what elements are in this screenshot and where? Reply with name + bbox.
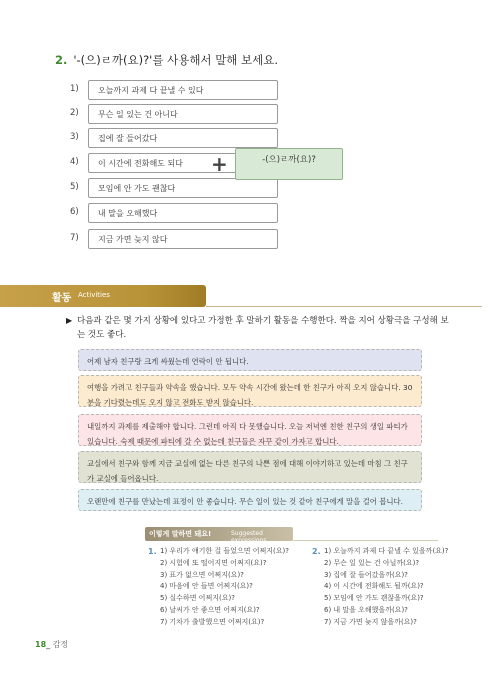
- activities-label: 활동: [52, 293, 72, 304]
- list-item: [70, 178, 220, 198]
- list-item: [70, 128, 220, 148]
- expression-line: 5) 모임에 안 가도 괜찮을까(요)?: [324, 594, 424, 603]
- item-number: 5): [70, 182, 79, 192]
- item-number: 7): [70, 233, 79, 243]
- footer-separator: _: [46, 640, 53, 649]
- list-item: [70, 80, 220, 100]
- item-box: 집에 잘 들어갔다: [88, 128, 278, 148]
- item-number: 2): [70, 108, 79, 118]
- item-box: 지금 가면 늦지 않다: [88, 229, 278, 249]
- suggested-label: 이렇게 말하면 돼요!: [149, 530, 212, 538]
- item-box: 무슨 일 있는 건 아니다: [88, 104, 278, 124]
- scenario-box: 교실에서 친구와 함께 지금 교실에 없는 다른 친구의 나쁜 점에 대해 이야기하고 있는데 마침 그 친구가 교실에 들어옵니다.: [78, 451, 422, 483]
- expression-line: 3) 집에 잘 들어갔을까(요)?: [324, 570, 408, 579]
- pattern-box: -(으)ㄹ까(요)?: [235, 148, 343, 180]
- triangle-bullet-icon: ▶: [66, 316, 73, 325]
- list-item: [70, 203, 220, 223]
- item-box: 모임에 안 가도 괜찮다: [88, 178, 278, 198]
- expression-line: 2) 시험에 또 떨어지면 어쩌지(요)?: [160, 558, 267, 567]
- suggested-column-1: [148, 546, 289, 629]
- item-number: 6): [70, 207, 79, 217]
- page-number: 18: [35, 640, 47, 649]
- scenario-box: 어제 남자 친구랑 크게 싸웠는데 연락이 안 됩니다.: [78, 349, 422, 371]
- activities-label-en: Activities: [78, 291, 110, 299]
- plus-sign: +: [211, 152, 228, 176]
- suggested-label-en: Suggested expressions: [231, 530, 267, 544]
- suggested-column-2: [312, 546, 448, 629]
- expression-line: 1) 오늘까지 과제 다 끝낼 수 있을까(요)?: [324, 547, 449, 555]
- scenario-box: 여행을 가려고 친구들과 약속을 했습니다. 모두 약속 시간에 왔는데 한 친구가 아직 오지 않습니다. 30분을 기다렸는데도 오지 않고 전화도 받지 않습니다.: [78, 375, 422, 407]
- expression-line: 2) 무슨 일 있는 건 아닐까(요)?: [324, 558, 420, 567]
- expression-line: 3) 표가 없으면 어쩌지(요)?: [160, 570, 244, 579]
- expression-line: 4) 마음에 안 들면 어쩌지(요)?: [160, 582, 253, 591]
- instruction: [66, 314, 450, 342]
- expression-line: 7) 기차가 출발했으면 어쩌지(요)?: [160, 617, 265, 626]
- item-box: 내 말을 오해했다: [88, 203, 278, 223]
- divider: [206, 306, 482, 307]
- item-box: 오늘까지 과제 다 끝낼 수 있다: [88, 80, 278, 100]
- list-item: [70, 104, 220, 124]
- list-item: [70, 153, 220, 173]
- item-number: 4): [70, 157, 79, 167]
- suggested-expressions-header: [145, 527, 293, 544]
- chapter-title: 감정: [52, 640, 69, 649]
- expression-line: 6) 내 말을 오해했을까(요)?: [324, 605, 408, 614]
- question-text: '-(으)ㄹ까(요)?'를 사용해서 말해 보세요.: [73, 53, 279, 67]
- expression-line: 4) 이 시간에 전화해도 될까(요)?: [324, 582, 424, 591]
- scenario-box: 오랜만에 친구를 만났는데 표정이 안 좋습니다. 무슨 일이 있는 것 같아 친구에게 말을 걸어 봅니다.: [78, 489, 422, 511]
- item-box: 이 시간에 전화해도 되다: [88, 153, 278, 173]
- column-number: 2.: [312, 547, 321, 556]
- question-heading: [55, 52, 278, 68]
- activities-banner: [0, 285, 206, 307]
- expression-line: 6) 날씨가 안 좋으면 어쩌지(요)?: [160, 605, 260, 614]
- divider: [293, 540, 438, 541]
- instruction-text: 다음과 같은 몇 가지 상황에 있다고 가정한 후 말하기 활동을 수행한다. 짝을 지어 상황극을 구성해 보는 것도 좋다.: [77, 316, 449, 340]
- expression-line: 5) 실수하면 어쩌지(요)?: [160, 594, 235, 603]
- list-item: [70, 229, 220, 249]
- item-number: 1): [70, 84, 79, 94]
- item-number: 3): [70, 132, 79, 142]
- expression-line: 1) 우리가 얘기한 걸 들었으면 어쩌지(요)?: [160, 547, 289, 555]
- expression-line: 7) 지금 가면 늦지 않을까(요)?: [324, 617, 417, 626]
- page-footer: [35, 639, 68, 650]
- column-number: 1.: [148, 547, 157, 556]
- scenario-box: 내일까지 과제를 제출해야 합니다. 그런데 아직 다 못했습니다. 오늘 저녁엔 친한 친구의 생일 파티가 있습니다. 숙제 때문에 파티에 갈 수 없는데 친구들은 자꾸 같이 가자고 합니다.: [78, 414, 422, 446]
- question-number: 2.: [55, 53, 68, 67]
